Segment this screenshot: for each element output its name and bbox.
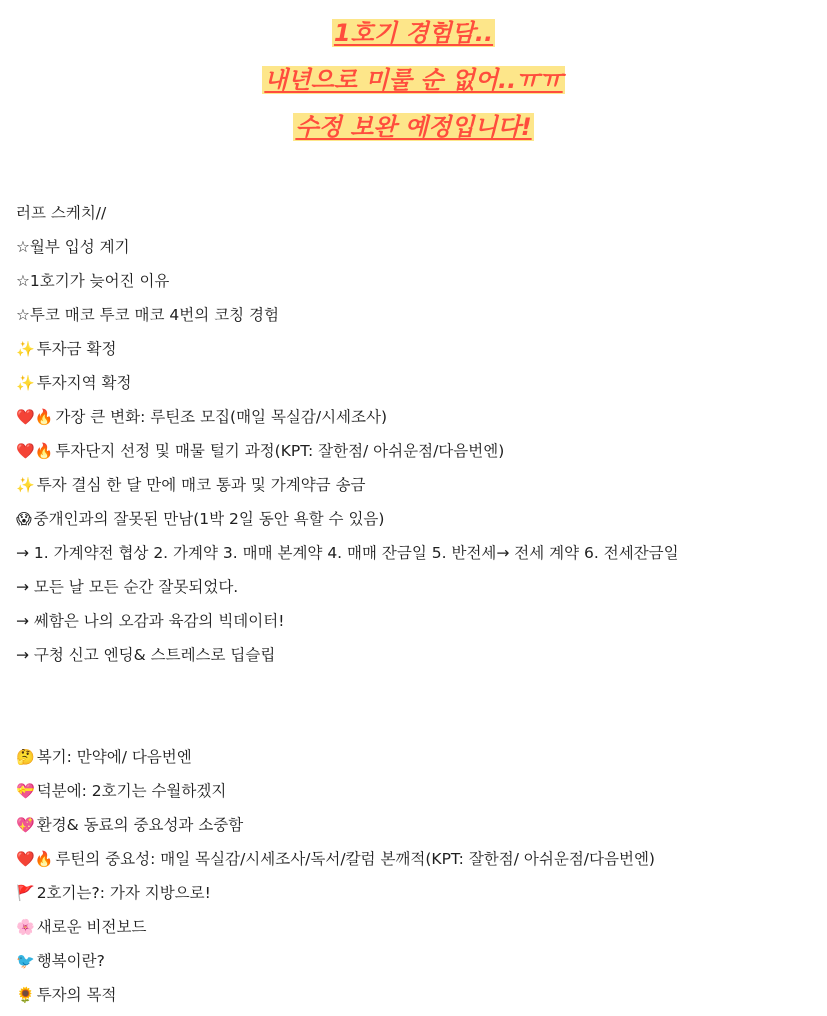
outline-line bbox=[16, 910, 816, 944]
outline-line bbox=[16, 502, 816, 536]
outline-line bbox=[16, 604, 816, 638]
outline-line-text: → 쎄함은 나의 오감과 육감의 빅데이터! bbox=[16, 612, 285, 630]
title-line-3: 수정 보완 예정입니다! bbox=[295, 113, 532, 141]
emoji-icon: ❤️🔥 bbox=[16, 850, 54, 868]
outline-line-text: 투자의 목적 bbox=[36, 986, 117, 1004]
outline-line-text: → 모든 날 모든 순간 잘못되었다. bbox=[16, 578, 239, 596]
section-spacer bbox=[16, 672, 816, 740]
outline-line-text: → 구청 신고 엔딩& 스트레스로 딥슬립 bbox=[16, 646, 276, 664]
outline-line bbox=[16, 400, 816, 434]
outline-line-text: 투자단지 선정 및 매물 털기 과정(KPT: 잘한점/ 아쉬운점/다음번엔) bbox=[55, 442, 505, 460]
emoji-icon: ❤️🔥 bbox=[16, 442, 54, 460]
outline-line bbox=[16, 978, 816, 1012]
outline-line bbox=[16, 230, 816, 264]
emoji-icon: ❤️🔥 bbox=[16, 408, 54, 426]
outline-line-text: 2호기는?: 가자 지방으로! bbox=[36, 884, 211, 902]
outline-line-text: 환경& 동료의 중요성과 소중함 bbox=[36, 816, 244, 834]
outline-line-text: 행복이란? bbox=[36, 952, 105, 970]
outline-line bbox=[16, 944, 816, 978]
outline-line bbox=[16, 842, 816, 876]
outline-line bbox=[16, 298, 816, 332]
outline-line-text: 투자금 확정 bbox=[36, 340, 117, 358]
emoji-icon: ✨ bbox=[16, 374, 35, 392]
outline-line-text: ☆1호기가 늦어진 이유 bbox=[16, 272, 170, 290]
outline-section-2 bbox=[16, 740, 816, 1012]
outline-line-text: → 1. 가계약전 협상 2. 가계약 3. 매매 본계약 4. 매매 잔금일 5. 반전세→ 전세 계약 6. 전세잔금일 bbox=[16, 544, 679, 562]
outline-line-text: ☆투코 매코 투코 매코 4번의 코칭 경험 bbox=[16, 306, 279, 324]
emoji-icon: 😱 bbox=[16, 510, 32, 528]
outline-line bbox=[16, 366, 816, 400]
title-line-1: 1호기 경험담.. bbox=[333, 19, 494, 47]
outline-line-text: 루틴의 중요성: 매일 목실감/시세조사/독서/칼럼 본깨적(KPT: 잘한점/ 아쉬운점/다음번엔) bbox=[55, 850, 655, 868]
outline-line bbox=[16, 570, 816, 604]
emoji-icon: 🤔 bbox=[16, 748, 35, 766]
post-body bbox=[16, 196, 816, 1012]
outline-line bbox=[16, 468, 816, 502]
outline-line-text: 러프 스케치// bbox=[16, 204, 107, 222]
outline-line-text: 중개인과의 잘못된 만남(1박 2일 동안 욕할 수 있음) bbox=[33, 510, 385, 528]
outline-line-text: 가장 큰 변화: 루틴조 모집(매일 목실감/시세조사) bbox=[55, 408, 388, 426]
emoji-icon: 💖 bbox=[16, 816, 35, 834]
outline-line bbox=[16, 774, 816, 808]
outline-line bbox=[16, 638, 816, 672]
outline-line-text: 투자 결심 한 달 만에 매코 통과 및 가계약금 송금 bbox=[36, 476, 366, 494]
outline-line bbox=[16, 264, 816, 298]
emoji-icon: 🌸 bbox=[16, 918, 35, 936]
outline-line bbox=[16, 876, 816, 910]
post-title bbox=[0, 10, 827, 151]
outline-line-text: 덕분에: 2호기는 수월하겠지 bbox=[36, 782, 227, 800]
outline-line bbox=[16, 434, 816, 468]
outline-line bbox=[16, 536, 816, 570]
outline-line bbox=[16, 196, 816, 230]
outline-line bbox=[16, 740, 816, 774]
outline-line-text: ☆월부 입성 계기 bbox=[16, 238, 130, 256]
outline-line-text: 복기: 만약에/ 다음번엔 bbox=[36, 748, 192, 766]
outline-line-text: 새로운 비전보드 bbox=[36, 918, 147, 936]
outline-line-text: 투자지역 확정 bbox=[36, 374, 132, 392]
emoji-icon: 🌻 bbox=[16, 986, 35, 1004]
emoji-icon: 💝 bbox=[16, 782, 35, 800]
title-line-2: 내년으로 미룰 순 없어..ㅠㅠ bbox=[264, 66, 563, 94]
emoji-icon: 🚩 bbox=[16, 884, 35, 902]
emoji-icon: 🐦 bbox=[16, 952, 35, 970]
emoji-icon: ✨ bbox=[16, 476, 35, 494]
outline-line bbox=[16, 808, 816, 842]
outline-line bbox=[16, 332, 816, 366]
outline-section-1 bbox=[16, 196, 816, 672]
emoji-icon: ✨ bbox=[16, 340, 35, 358]
